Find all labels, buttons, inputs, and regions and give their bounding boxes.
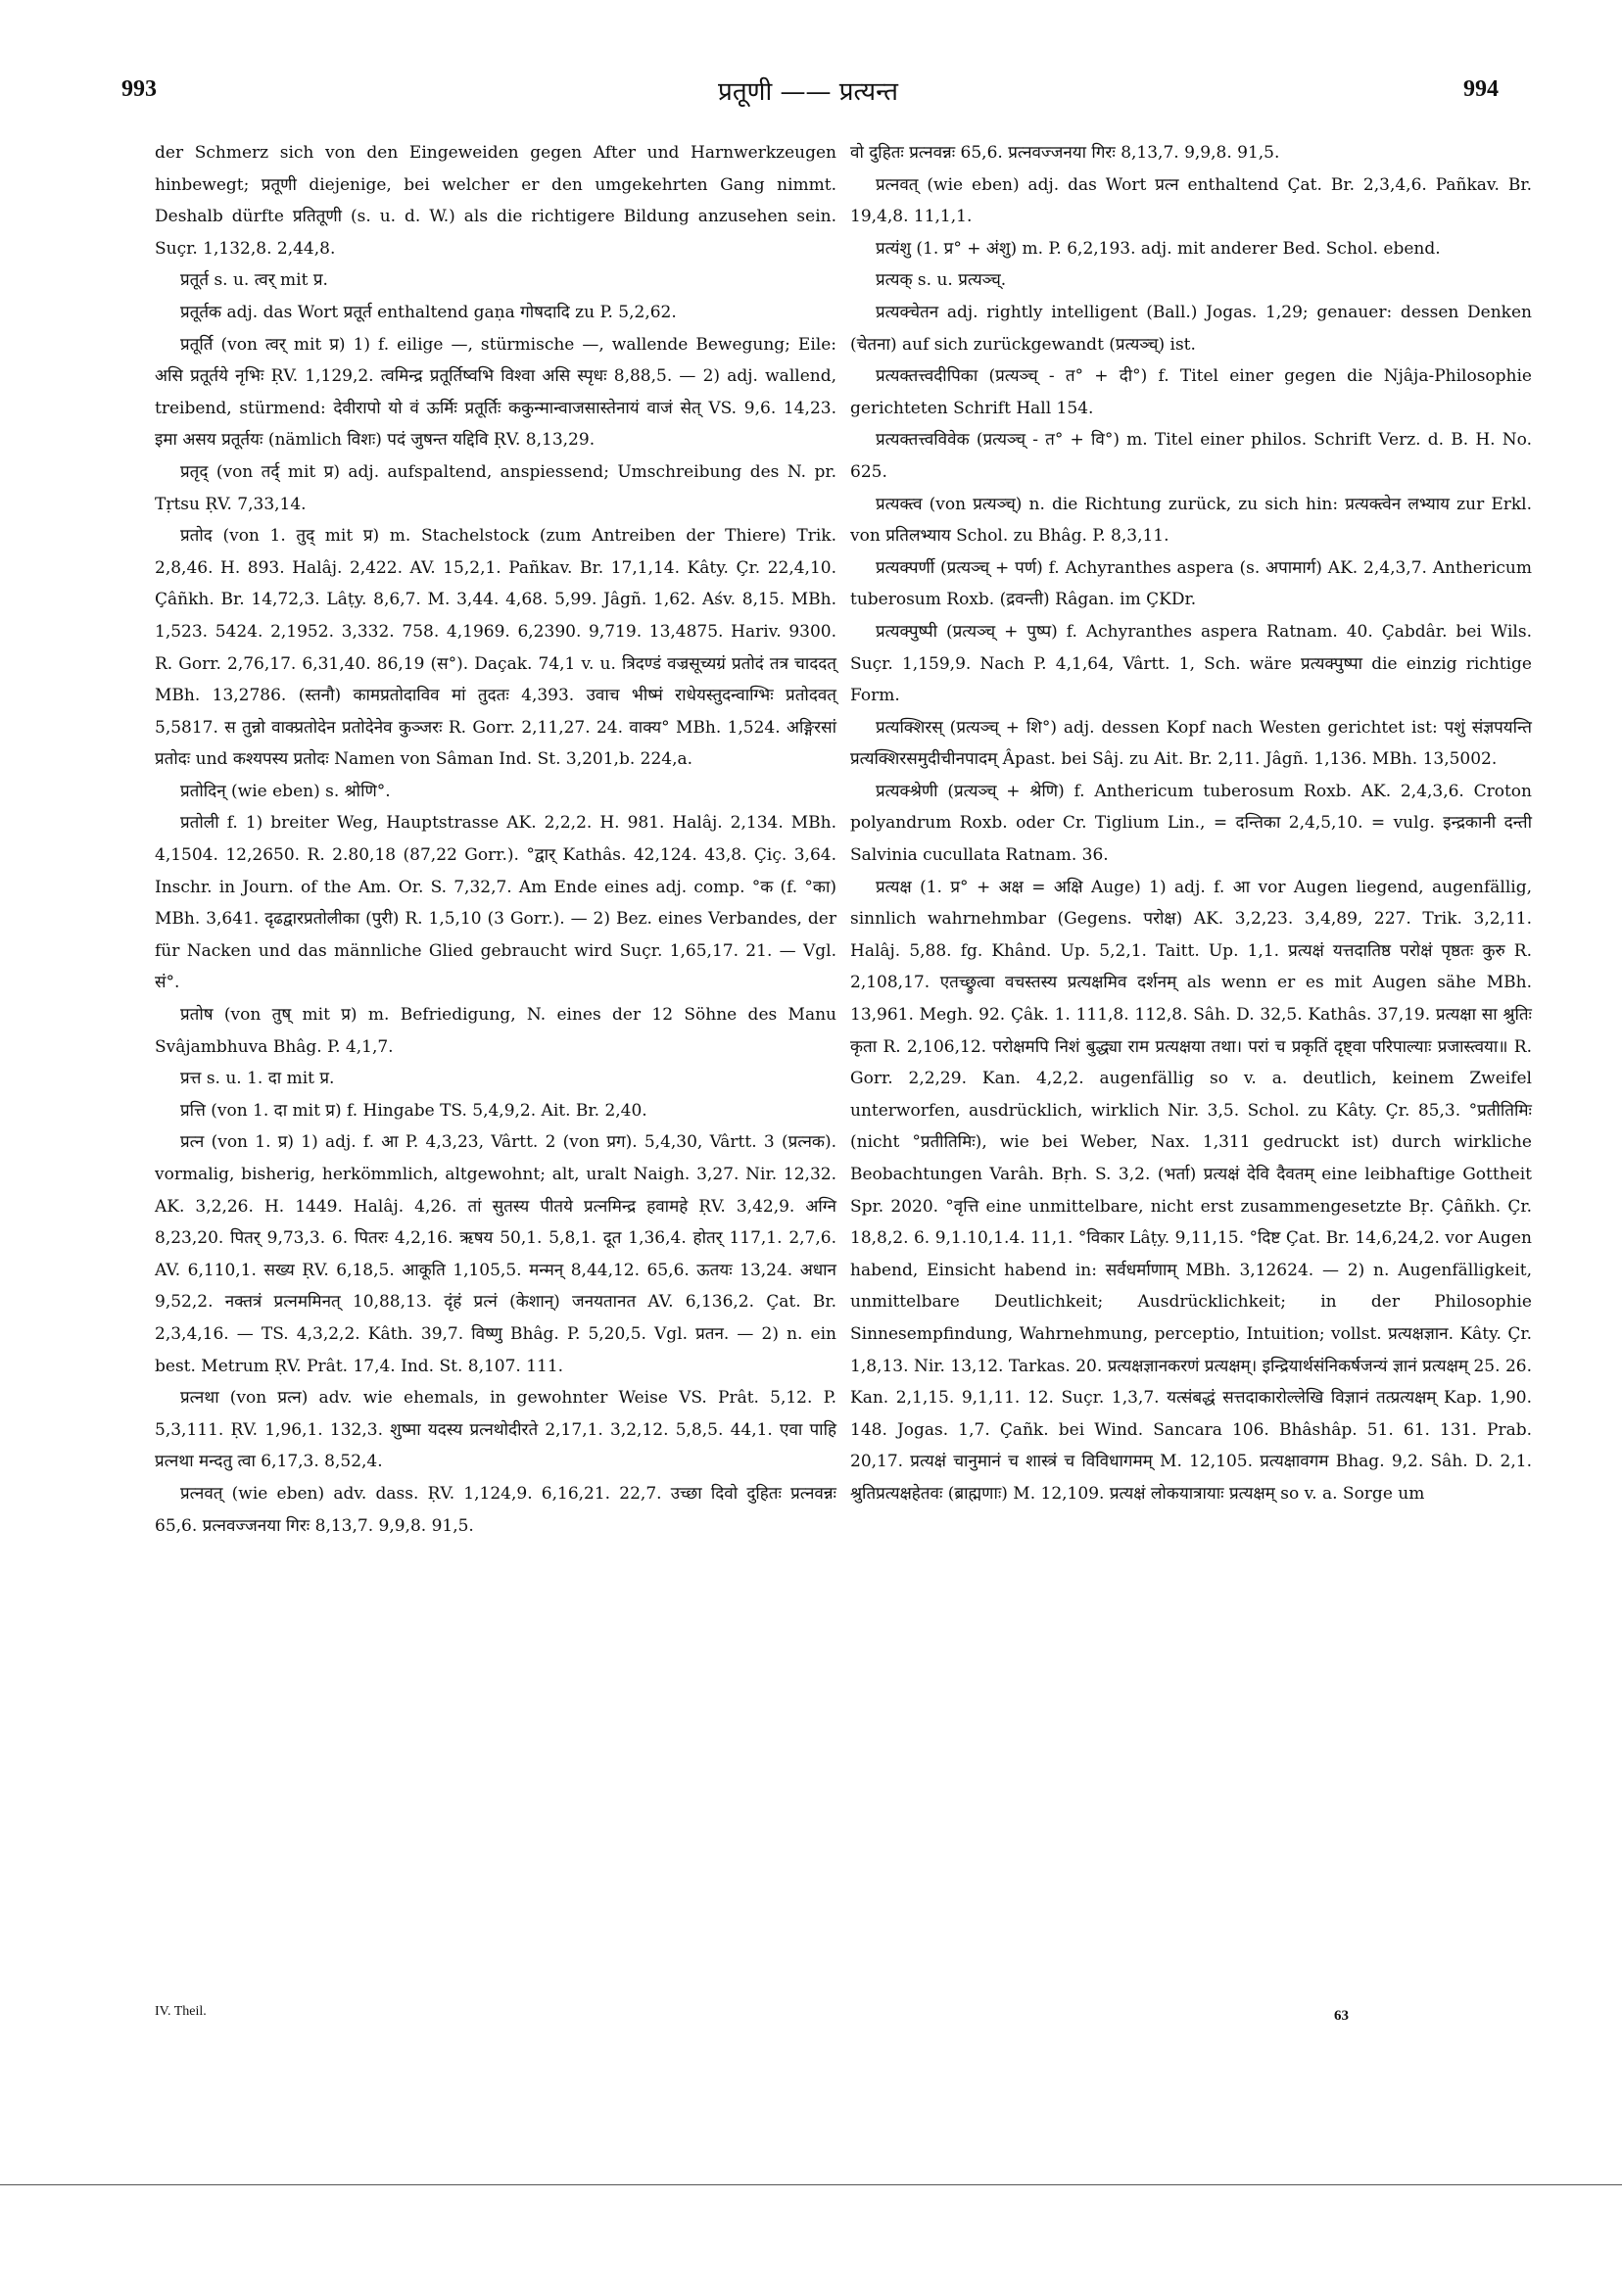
dictionary-entry: प्रत्यक्चेतन adj. rightly intelligent (Ball.) Jogas. 1,29; genauer: dessen Denken (चेतना) auf sich zurückgewandt (प्रत्यञ्च्) ist. (850, 302, 1532, 355)
dictionary-entry: प्रतूर्तक adj. das Wort प्रतूर्त enthaltend gaṇa गोषदादि zu P. 5,2,62. (180, 302, 677, 322)
dictionary-entry: प्रतूर्त s. u. त्वर् mit प्र. (180, 270, 328, 291)
dictionary-entry: प्रत्न (von 1. प्र) 1) adj. f. आ P. 4,3,23, Vârtt. 2 (von प्रग). 5,4,30, Vârtt. 3 (प्रत्नक). vormalig, bisherig, herkömmlich, altgewohnt; alt, uralt Naigh. 3,27. Nir. 12,32. AK. 3,2,26. H. 1449. Halâj. 4,26. तां सुतस्य पीतये प्रत्नमिन्द्र हवामहे ṚV. 3,42,9. अग्नि 8,23,20. पितर् 9,73,3. 6. पितरः 4,2,16. ऋषय 50,1. 5,8,1. दूत 1,36,4. होतर् 117,1. 2,7,6. AV. 6,110,1. सख्य ṚV. 6,18,5. आकूति 1,105,5. मन्मन् 8,44,12. 65,6. ऊतयः 13,24. अधान 9,52,2. नक्तत्रं प्रत्नममिनत् 10,88,13. दृंहं प्रत्नं (केशान्) जनयतानत AV. 6,136,2. Çat. Br. 2,3,4,16. — TS. 4,3,2,2. Kâth. 39,7. विष्णु Bhâg. P. 5,20,5. Vgl. प्रतन. — 2) n. ein best. Metrum ṚV. Prât. 17,4. Ind. St. 8,107. 111. (155, 1132, 836, 1376)
left-column (155, 137, 836, 1542)
running-head: प्रतूणी —— प्रत्यन्त (718, 77, 898, 107)
right-column (850, 137, 1532, 1510)
dictionary-entry: प्रतोदिन् (wie eben) s. श्रोणि°. (180, 781, 391, 801)
dictionary-entry: प्रत्ति (von 1. दा mit प्र) f. Hingabe TS. 5,4,9,2. Ait. Br. 2,40. (180, 1100, 647, 1121)
dictionary-entry: प्रत्यक्पुष्पी (प्रत्यञ्च् + पुष्प) f. Achyranthes aspera Ratnam. 40. Çabdâr. bei Wils. Suçr. 1,159,9. Nach P. 4,1,64, Vârtt. 1, Sch. wäre प्रत्यक्पुष्पा die einzig richtige Form. (850, 621, 1532, 706)
dictionary-entry: प्रतोष (von तुष् mit प्र) m. Befriedigung, N. eines der 12 Söhne des Manu Svâjambhuva Bhâg. P. 4,1,7. (155, 1005, 836, 1057)
dictionary-entry: der Schmerz sich von den Eingeweiden gegen After und Harnwerkzeugen hinbewegt; प्रतूणी diejenige, bei welcher er den umgekehrten Gang nimmt. Deshalb dürfte प्रतितूणी (s. u. d. W.) als die richtigere Bildung anzusehen sein. Suçr. 1,132,8. 2,44,8. (155, 143, 836, 259)
dictionary-entry: प्रतोली f. 1) breiter Weg, Hauptstrasse AK. 2,2,2. H. 981. Halâj. 2,134. MBh. 4,1504. 12,2650. R. 2.80,18 (87,22 Gorr.). °द्वार् Kathâs. 42,124. 43,8. Çiç. 3,64. Inschr. in Journ. of the Am. Or. S. 7,32,7. Am Ende eines adj. comp. °क (f. °का) MBh. 3,641. दृढद्वारप्रतोलीका (पुरी) R. 1,5,10 (3 Gorr.). — 2) Bez. eines Verbandes, der für Nacken und das männliche Glied gebraucht wird Suçr. 1,65,17. 21. — Vgl. सं°. (155, 813, 836, 993)
dictionary-entry: प्रत्नवत् (wie eben) adv. dass. ṚV. 1,124,9. 6,16,21. 22,7. उच्छा दिवो दुहितः प्रत्नवन्नः 65,6. प्रत्नवज्जनया गिरः 8,13,7. 9,9,8. 91,5. (155, 1483, 836, 1536)
dictionary-entry: प्रत्यक्तत्त्वदीपिका (प्रत्यञ्च् - त° + दी°) f. Titel einer gegen die Njâja-Philosophie gerichteten Schrift Hall 154. (850, 366, 1532, 418)
dictionary-entry: प्रत्त s. u. 1. दा mit प्र. (180, 1069, 335, 1089)
dictionary-entry: प्रत्यक्तत्त्वविवेक (प्रत्यञ्च् - त° + वि°) m. Titel einer philos. Schrift Verz. d. B. H. No. 625. (850, 430, 1532, 482)
dictionary-entry: प्रत्नथा (von प्रत्न) adv. wie ehemals, in gewohnter Weise VS. Prât. 5,12. P. 5,3,111. ṚV. 1,96,1. 132,3. शुष्मा यदस्य प्रत्नथोदीरते 2,17,1. 3,2,12. 5,8,5. 44,1. एवा पाहि प्रत्नथा मन्दतु त्वा 6,17,3. 8,52,4. (155, 1388, 836, 1472)
dictionary-entry: वो दुहितः प्रत्नवन्नः 65,6. प्रत्नवज्जनया गिरः 8,13,7. 9,9,8. 91,5. (850, 143, 1280, 163)
dictionary-entry: प्रत्नवत् (wie eben) adj. das Wort प्रत्न enthaltend Çat. Br. 2,3,4,6. Pañkav. Br. 19,4,8. 11,1,1. (850, 174, 1532, 227)
dictionary-entry: प्रत्यक्श्रेणी (प्रत्यञ्च् + श्रेणि) f. Anthericum tuberosum Roxb. AK. 2,4,3,6. Croton polyandrum Roxb. oder Cr. Tiglium Lin., = दन्तिका 2,4,5,10. = vulg. इन्द्रकानी दन्ती Salvinia cucullata Ratnam. 36. (850, 781, 1532, 866)
volume-note: IV. Theil. (155, 2004, 207, 2019)
dictionary-entry: प्रत्यंशु (1. प्र° + अंशु) m. P. 6,2,193. adj. mit anderer Bed. Schol. ebend. (876, 238, 1441, 259)
dictionary-entry: प्रत्यक् s. u. प्रत्यञ्च्. (876, 270, 1007, 291)
dictionary-entry: प्रतोद (von 1. तुद् mit प्र) m. Stachelstock (zum Antreiben der Thiere) Trik. 2,8,46. H. 893. Halâj. 2,422. AV. 15,2,1. Pañkav. Br. 17,1,14. Kâty. Çr. 22,4,10. Çâñkh. Br. 14,72,3. Lâṭy. 8,6,7. M. 3,44. 4,68. 5,99. Jâgñ. 1,62. Aśv. 8,15. MBh. 1,523. 5424. 2,1952. 3,332. 758. 4,1969. 6,2390. 9,719. 13,4875. Hariv. 9300. R. Gorr. 2,76,17. 6,31,40. 86,19 (स°). Daçak. 74,1 v. u. त्रिदण्डं वज्रसूच्यग्रं प्रतोदं तत्र चाददत् MBh. 13,2786. (स्तनौ) कामप्रतोदाविव मां तुदतः 4,393. उवाच भीष्मं राधेयस्तुदन्वाग्भिः प्रतोदवत् 5,5817. स तुन्नो वाक्प्रतोदेन प्रतोदेनेव कुञ्जरः R. Gorr. 2,11,27. 24. वाक्य° MBh. 1,524. अङ्गिरसां प्रतोदः und कश्यपस्य प्रतोदः Namen von Sâman Ind. St. 3,201,b. 224,a. (155, 526, 836, 770)
page-number-left: 993 (121, 76, 157, 102)
page-number-right: 994 (1463, 76, 1499, 102)
dictionary-entry: प्रत्यक्ष (1. प्र° + अक्ष = अक्षि Auge) 1) adj. f. आ vor Augen liegend, augenfällig, sinnlich wahrnehmbar (Gegens. परोक्ष) AK. 3,2,23. 3,4,89, 227. Trik. 3,2,11. Halâj. 5,88. fg. Khând. Up. 5,2,1. Taitt. Up. 1,1. प्रत्यक्षं यत्तदातिष्ठ परोक्षं पृष्ठतः कुरु R. 2,108,17. एतच्छ्रुत्वा वचस्तस्य प्रत्यक्षमिव दर्शनम् als wenn er es mit Augen sähe MBh. 13,961. Megh. 92. Çâk. 1. 111,8. 112,8. Sâh. D. 32,5. Kathâs. 37,19. प्रत्यक्षा सा श्रुतिः कृता R. 2,106,12. परोक्षमपि निशं बुद्ध्या राम प्रत्यक्षया तथा। परां च प्रकृतिं दृष्ट्वा परिपाल्याः प्रजास्त्वया॥ R. Gorr. 2,2,29. Kan. 4,2,2. augenfällig so v. a. deutlich, keinem Zweifel unterworfen, ausdrücklich, wirklich Nir. 3,5. Schol. zu Kâty. Çr. 85,3. °प्रतीतिमिः (nicht °प्रतीतिमिः), wie bei Weber, Nax. 1,311 gedruckt ist) durch wirkliche Beobachtungen Varâh. Bṛh. S. 3,2. (भर्ता) प्रत्यक्षं देवि दैवतम् eine leibhaftige Gottheit Spr. 2020. °वृत्ति eine unmittelbare, nicht erst zusammengesetzte Bṛ. Çâñkh. Çr. 18,8,2. 6. 9,1.10,1.4. 11,1. °विकार Lâṭy. 9,11,15. °दिष्ट Çat. Br. 14,6,24,2. vor Augen habend, Einsicht habend in: सर्वधर्माणाम् MBh. 3,12624. — 2) n. Augenfälligkeit, unmittelbare Deutlichkeit; Ausdrücklichkeit; in der Philosophie Sinnesempfindung, Wahrnehmung, perceptio, Intuition; vollst. प्रत्यक्षज्ञान. Kâty. Çr. 1,8,13. Nir. 13,12. Tarkas. 20. प्रत्यक्षज्ञानकरणं प्रत्यक्षम्। इन्द्रियार्थसंनिकर्षजन्यं ज्ञानं प्रत्यक्षम् 25. 26. Kan. 2,1,15. 9,1,11. 12. Suçr. 1,3,7. यत्संबद्धं सत्तदाकारोल्लेखि विज्ञानं तत्प्रत्यक्षम् Kap. 1,90. 148. Jogas. 1,7. Çañk. bei Wind. Sancara 106. Bhâshâp. 51. 61. 131. Prab. 20,17. प्रत्यक्षं चानुमानं च शास्त्रं च विविधागमम् M. 12,105. प्रत्यक्षावगम Bhag. 9,2. Sâh. D. 2,1. श्रुतिप्रत्यक्षहेतवः (ब्राह्मणाः) M. 12,109. प्रत्यक्षं लोकयात्रायाः प्रत्यक्षम् so v. a. Sorge um (850, 877, 1532, 1504)
dictionary-entry: प्रतूर्ति (von त्वर् mit प्र) 1) f. eilige —, stürmische —, wallende Bewegung; Eile: असि प्रतूर्तये नृभिः ṚV. 1,129,2. त्वमिन्द्र प्रतूर्तिष्वभि विश्वा असि स्पृधः 8,88,5. — 2) adj. wallend, treibend, stürmend: देवीरापो यो वं ऊर्मिः प्रतूर्तिः ककुन्मान्वाजसास्तेनायं वाजं सेत् VS. 9,6. 14,23. इमा असय प्रतूर्तयः (nämlich विशः) पदं जुषन्त यद्दिवि ṚV. 8,13,29. (155, 334, 836, 451)
bottom-rule (0, 2184, 1622, 2185)
page-header (108, 76, 1508, 116)
dictionary-entry: प्रत्यक्पर्णी (प्रत्यञ्च् + पर्ण) f. Achyranthes aspera (s. अपामार्ग) AK. 2,4,3,7. Anthericum tuberosum Roxb. (द्रवन्ती) Râgan. im ÇKDr. (850, 557, 1532, 610)
sheet-number: 63 (1334, 2008, 1349, 2024)
dictionary-entry: प्रत्यक्त्व (von प्रत्यञ्च्) n. die Richtung zurück, zu sich hin: प्रत्यक्त्वेन लभ्याय zur Erkl. von प्रतिलभ्याय Schol. zu Bhâg. P. 8,3,11. (850, 494, 1532, 547)
dictionary-entry: प्रत्यक्शिरस् (प्रत्यञ्च् + शि°) adj. dessen Kopf nach Westen gerichtet ist: पशुं संज्ञपयन्ति प्रत्यक्शिरसमुदीचीनपादम् Âpast. bei Sâj. zu Ait. Br. 2,11. Jâgñ. 1,136. MBh. 13,5002. (850, 717, 1532, 770)
dictionary-entry: प्रतृद् (von तर्द् mit प्र) adj. aufspaltend, anspiessend; Umschreibung des N. pr. Tṛtsu ṚV. 7,33,14. (155, 461, 836, 514)
